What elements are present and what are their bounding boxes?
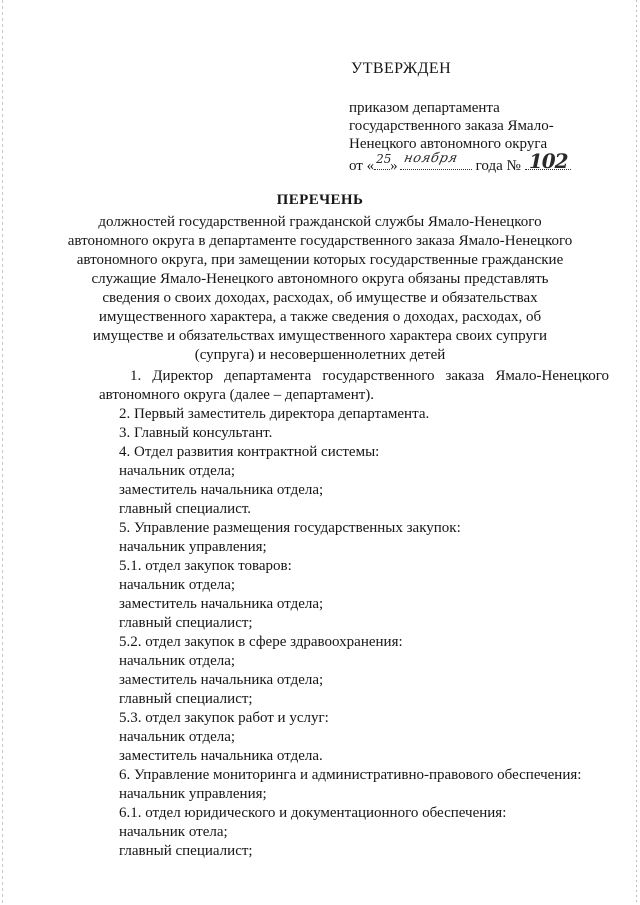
approval-title: УТВЕРЖДЕН — [351, 60, 452, 77]
list-item: начальник управления; — [119, 786, 267, 802]
list-item: 5. Управление размещения государственных закупок: — [119, 520, 461, 536]
list-item: главный специалист; — [119, 843, 253, 859]
heading-line: имуществе и обязательствах имущественного характера своих супруги — [92, 328, 548, 344]
list-item: 6. Управление мониторинга и административно-правового обеспечения: — [119, 767, 582, 783]
date-month-field — [400, 153, 472, 170]
date-year-label: года № — [475, 158, 521, 174]
list-item: главный специалист. — [119, 501, 252, 517]
list-item: 1. Директор департамента государственного заказа Ямало-Ненецкого — [130, 368, 609, 384]
date-mid: » — [390, 158, 398, 174]
list-item: 3. Главный консультант. — [119, 425, 273, 441]
approval-line-3: Ненецкого автономного округа — [349, 136, 548, 152]
heading-line: служащие Ямало-Ненецкого автономного округа обязаны представлять — [91, 271, 549, 287]
approval-line-1: приказом департамента — [349, 100, 500, 116]
heading-subtitle — [0, 213, 640, 365]
list-item: 5.1. отдел закупок товаров: — [119, 558, 292, 574]
list-item: главный специалист; — [119, 691, 253, 707]
list-item: начальник отела; — [119, 824, 228, 840]
heading-line: автономного округа, при замещении которых государственные гражданские — [76, 252, 564, 268]
approval-block — [349, 60, 609, 175]
list-item: заместитель начальника отдела; — [119, 672, 324, 688]
list-item: начальник отдела; — [119, 463, 236, 479]
list-item: начальник управления; — [119, 539, 267, 555]
list-item: заместитель начальника отдела; — [119, 596, 324, 612]
heading-title: ПЕРЕЧЕНЬ — [276, 192, 364, 208]
list-item: начальник отдела; — [119, 653, 236, 669]
list-item: заместитель начальника отдела. — [119, 748, 323, 764]
date-day: 25 — [376, 152, 392, 166]
heading-line: автономного округа в департаменте государственного заказа Ямало-Ненецкого — [67, 233, 573, 249]
list-item: 5.3. отдел закупок работ и услуг: — [119, 710, 329, 726]
scan-edge-right — [636, 0, 637, 905]
scan-edge-left — [2, 0, 3, 905]
heading-line: сведения о своих доходах, расходах, об имуществе и обязательствах — [102, 290, 538, 306]
order-number-field — [525, 149, 571, 173]
heading-line: (супруга) и несовершеннолетних детей — [194, 347, 446, 363]
document-heading — [0, 192, 640, 365]
list-item: 5.2. отдел закупок в сфере здравоохранения: — [119, 634, 403, 650]
date-day-field — [374, 153, 390, 170]
list-item: автономного округа (далее – департамент). — [99, 387, 375, 403]
date-prefix: от « — [349, 158, 375, 174]
list-item: 6.1. отдел юридического и документационного обеспечения: — [119, 805, 507, 821]
list-item: начальник отдела; — [119, 729, 236, 745]
list-item: 2. Первый заместитель директора департамента. — [119, 406, 430, 422]
list-item: начальник отдела; — [119, 577, 236, 593]
approval-line-2: государственного заказа Ямало- — [349, 118, 554, 134]
positions-list — [99, 367, 609, 861]
list-item: главный специалист; — [119, 615, 253, 631]
list-item: 4. Отдел развития контрактной системы: — [119, 444, 380, 460]
heading-line: должностей государственной гражданской службы Ямало-Ненецкого — [98, 214, 542, 230]
date-month: ноября — [402, 151, 459, 166]
list-item: заместитель начальника отдела; — [119, 482, 324, 498]
approval-date-line — [349, 149, 609, 175]
order-number: 102 — [528, 149, 568, 173]
heading-line: имущественного характера, а также сведения о доходах, расходах, об — [98, 309, 542, 325]
